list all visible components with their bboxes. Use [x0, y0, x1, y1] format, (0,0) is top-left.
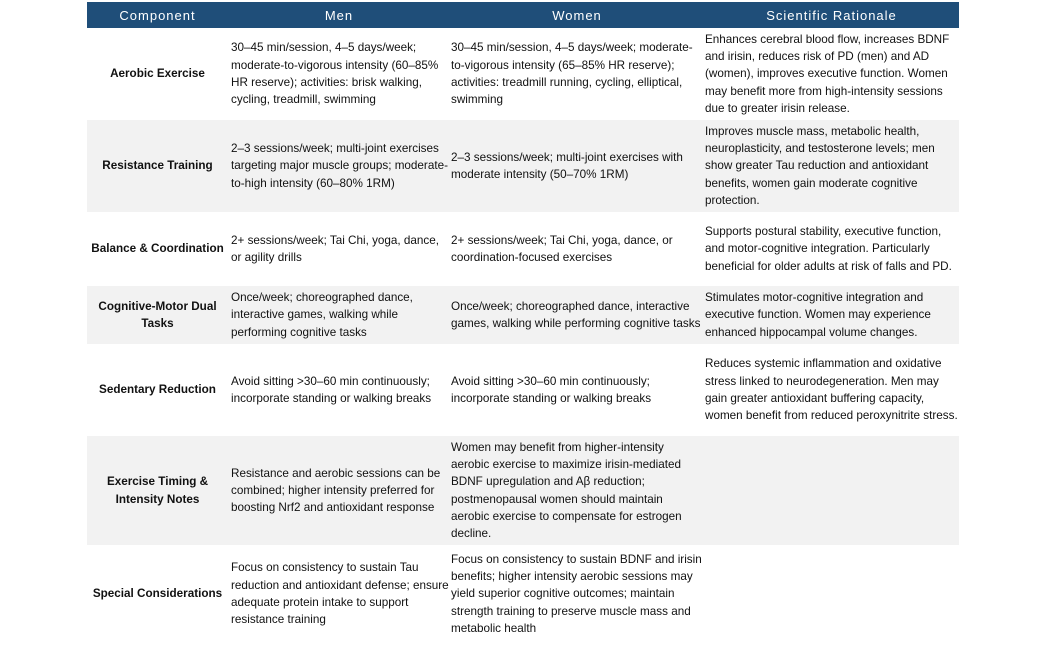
header-component: Component — [87, 2, 228, 28]
cell-women: Avoid sitting >30–60 min continuously; incorporate standing or walking breaks — [450, 344, 704, 436]
cell-men: Avoid sitting >30–60 min continuously; incorporate standing or walking breaks — [228, 344, 450, 436]
row-component-resistance: Resistance Training — [87, 120, 228, 212]
cell-men: Resistance and aerobic sessions can be combined; higher intensity preferred for boosting Nrf2 and antioxidant response — [228, 436, 450, 545]
table-row — [87, 120, 959, 212]
table-row — [87, 212, 959, 286]
table-row — [87, 344, 959, 436]
cell-men: Once/week; choreographed dance, interactive games, walking while performing cognitive tasks — [228, 286, 450, 344]
cell-women: Once/week; choreographed dance, interactive games, walking while performing cognitive tasks — [450, 286, 704, 344]
cell-men: Focus on consistency to sustain Tau reduction and antioxidant defense; ensure adequate protein intake to support resistance training — [228, 545, 450, 643]
table-row — [87, 545, 959, 643]
cell-men: 2–3 sessions/week; multi-joint exercises targeting major muscle groups; moderate-to-high intensity (60–80% 1RM) — [228, 120, 450, 212]
cell-rationale — [704, 436, 959, 545]
header-men: Men — [228, 2, 450, 28]
table-body — [87, 28, 959, 643]
row-component-balance: Balance & Coordination — [87, 212, 228, 286]
header-row — [87, 2, 959, 28]
cell-rationale: Enhances cerebral blood flow, increases BDNF and irisin, reduces risk of PD (men) and AD (women), improves executive function. Women may benefit more from high-intensity sessions due to greater irisin release. — [704, 28, 959, 120]
cell-men: 2+ sessions/week; Tai Chi, yoga, dance, or agility drills — [228, 212, 450, 286]
cell-women: 30–45 min/session, 4–5 days/week; moderate-to-vigorous intensity (65–85% HR reserve); activities: treadmill running, cycling, elliptical, swimming — [450, 28, 704, 120]
row-component-timing: Exercise Timing & Intensity Notes — [87, 436, 228, 545]
cell-women: Focus on consistency to sustain BDNF and irisin benefits; higher intensity aerobic sessions may yield superior cognitive outcomes; maintain strength training to preserve muscle mass and metabolic health — [450, 545, 704, 643]
cell-rationale — [704, 545, 959, 643]
cell-rationale: Supports postural stability, executive function, and motor-cognitive integration. Particularly beneficial for older adults at risk of falls and PD. — [704, 212, 959, 286]
cell-rationale: Stimulates motor-cognitive integration and executive function. Women may experience enhanced hippocampal volume changes. — [704, 286, 959, 344]
table-row — [87, 286, 959, 344]
header-rationale: Scientific Rationale — [704, 2, 959, 28]
cell-women: 2–3 sessions/week; multi-joint exercises with moderate intensity (50–70% 1RM) — [450, 120, 704, 212]
cell-women: 2+ sessions/week; Tai Chi, yoga, dance, or coordination-focused exercises — [450, 212, 704, 286]
row-component-special: Special Considerations — [87, 545, 228, 643]
cell-women: Women may benefit from higher-intensity aerobic exercise to maximize irisin-mediated BDNF upregulation and Aβ reduction; postmenopausal women should maintain aerobic exercise to compensate for estrogen decline. — [450, 436, 704, 545]
row-component-dual-tasks: Cognitive-Motor Dual Tasks — [87, 286, 228, 344]
cell-rationale: Improves muscle mass, metabolic health, neuroplasticity, and testosterone levels; men show greater Tau reduction and antioxidant benefits, women gain moderate cognitive protection. — [704, 120, 959, 212]
table-row — [87, 436, 959, 545]
cell-rationale: Reduces systemic inflammation and oxidative stress linked to neurodegeneration. Men may gain greater antioxidant buffering capacity, women benefit from reduced peroxynitrite stress. — [704, 344, 959, 436]
exercise-recommendation-table — [87, 2, 959, 643]
table-row — [87, 28, 959, 120]
cell-men: 30–45 min/session, 4–5 days/week; moderate-to-vigorous intensity (60–85% HR reserve); activities: brisk walking, cycling, treadmill, swimming — [228, 28, 450, 120]
row-component-sedentary: Sedentary Reduction — [87, 344, 228, 436]
header-women: Women — [450, 2, 704, 28]
row-component-aerobic: Aerobic Exercise — [87, 28, 228, 120]
table-header — [87, 2, 959, 28]
table — [87, 2, 959, 643]
